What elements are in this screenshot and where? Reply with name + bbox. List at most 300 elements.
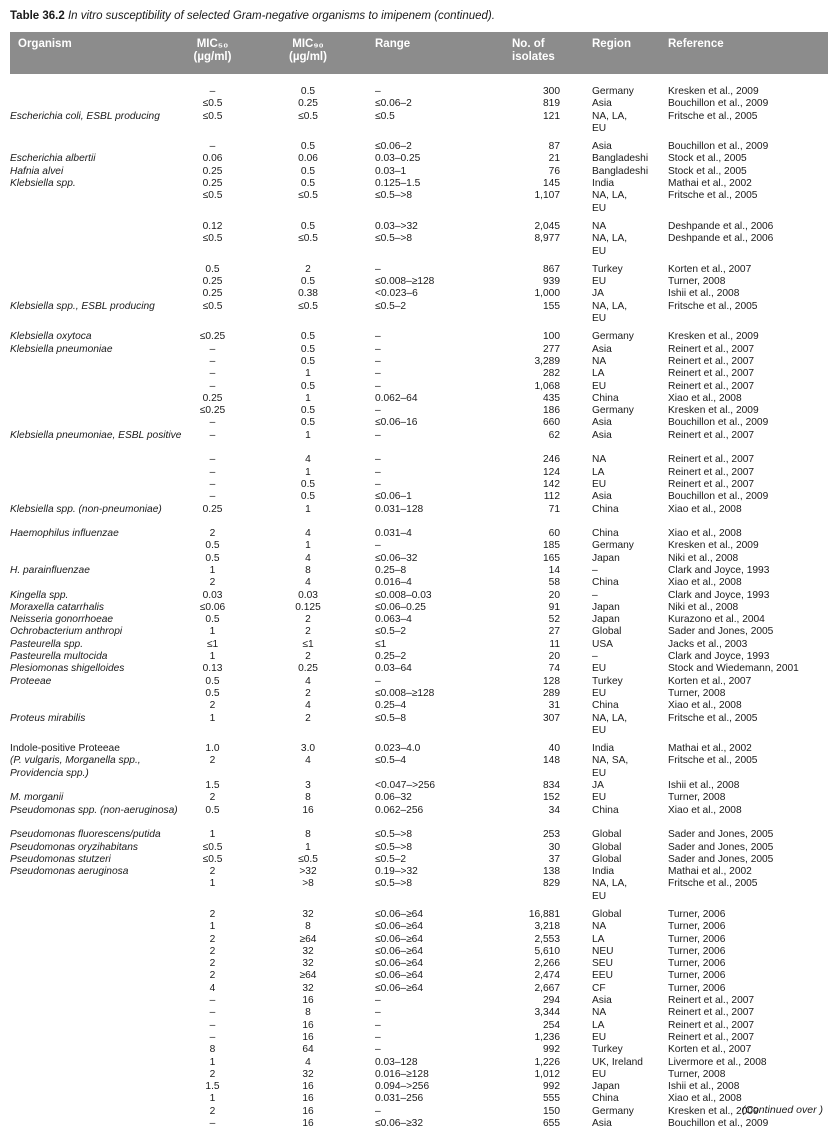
mic50-cell: ≤0.25 — [199, 405, 226, 417]
table-row — [10, 602, 828, 614]
mic90-cell: 2 — [305, 626, 311, 638]
region-cell: JA — [592, 780, 604, 792]
mic50-cell: 0.5 — [205, 614, 220, 626]
isolates-cell: 294 — [543, 995, 560, 1007]
table-row — [10, 970, 828, 982]
mic90-cell: 16 — [302, 1081, 314, 1093]
region-cell: NA, LA, EU — [592, 110, 628, 134]
range-cell: ≤0.5–2 — [375, 626, 407, 638]
reference-cell: Turner, 2008 — [668, 276, 726, 288]
isolates-cell: 992 — [543, 1044, 560, 1056]
col-isolates: No. of isolates — [512, 38, 555, 63]
mic50-cell: ≤0.5 — [202, 233, 223, 245]
range-cell: ≤0.5–>8 — [375, 190, 413, 202]
isolates-cell: 2,045 — [534, 220, 560, 232]
reference-cell: Korten et al., 2007 — [668, 263, 752, 275]
table-row — [10, 1106, 828, 1118]
table-row — [10, 805, 828, 830]
mic50-cell: ≤0.5 — [202, 841, 223, 853]
range-cell: 0.031–128 — [375, 503, 424, 515]
mic50-cell: ≤1 — [206, 638, 219, 650]
mic90-cell: 4 — [305, 1056, 311, 1068]
reference-cell: Bouchillon et al., 2009 — [668, 141, 769, 153]
range-cell: – — [375, 1031, 381, 1043]
range-cell: ≤1 — [375, 638, 387, 650]
range-cell: ≤0.5–>8 — [375, 829, 413, 841]
mic90-cell: 0.5 — [300, 405, 316, 417]
table-row — [10, 368, 828, 380]
mic50-cell: 0.25 — [202, 165, 223, 177]
table-row — [10, 98, 828, 110]
reference-cell: Korten et al., 2007 — [668, 675, 752, 687]
mic90-cell: 1 — [305, 841, 311, 853]
table-row — [10, 1093, 828, 1105]
organism-cell: Pasteurella multocida — [10, 651, 108, 663]
region-cell: Germany — [592, 405, 634, 417]
organism-cell: Pseudomonas oryzihabitans — [10, 841, 138, 853]
region-cell: Germany — [592, 86, 634, 97]
isolates-cell: 5,610 — [534, 945, 560, 957]
mic50-cell: – — [209, 454, 216, 466]
isolates-cell: 37 — [548, 853, 560, 865]
region-cell: Germany — [592, 1105, 634, 1117]
mic90-cell: 0.5 — [300, 141, 316, 153]
mic90-cell: 32 — [302, 1068, 314, 1080]
mic90-cell: 3 — [305, 780, 311, 792]
range-cell: 0.03–0.25 — [375, 153, 421, 165]
mic50-cell: 0.25 — [202, 392, 223, 404]
isolates-cell: 27 — [548, 626, 560, 638]
range-cell: 0.06–32 — [375, 792, 412, 804]
table-row — [10, 86, 828, 98]
isolates-cell: 21 — [548, 153, 560, 165]
table-header — [10, 32, 828, 74]
range-cell: – — [375, 331, 381, 343]
region-cell: Germany — [592, 331, 634, 343]
table-row — [10, 221, 828, 233]
table-body — [10, 86, 828, 1130]
reference-cell: Fritsche et al., 2005 — [668, 878, 758, 890]
range-cell: 0.062–64 — [375, 392, 418, 404]
reference-cell: Kurazono et al., 2004 — [668, 614, 765, 626]
reference-cell: Reinert et al., 2007 — [668, 478, 755, 490]
reference-cell: Korten et al., 2007 — [668, 1044, 752, 1056]
reference-cell: Kresken et al., 2009 — [668, 540, 759, 552]
region-cell: Asia — [592, 417, 612, 429]
mic90-cell: 1 — [305, 392, 311, 404]
mic50-cell: – — [209, 141, 216, 153]
range-cell: ≤0.06–32 — [375, 552, 418, 564]
mic90-cell: 4 — [305, 577, 311, 589]
range-cell: <0.047–>256 — [375, 780, 436, 792]
range-cell: 0.25–8 — [375, 564, 407, 576]
region-cell: NEU — [592, 945, 614, 957]
mic90-cell: ≤0.5 — [298, 110, 318, 122]
region-cell: Japan — [592, 614, 620, 626]
mic90-cell: ≤0.5 — [298, 300, 318, 312]
table-row — [10, 344, 828, 356]
mic90-cell: 1 — [305, 368, 311, 380]
range-cell: – — [375, 380, 381, 392]
col-region: Region — [592, 38, 631, 50]
isolates-cell: 2,474 — [534, 970, 560, 982]
mic50-cell: 2 — [209, 792, 216, 804]
organism-cell: Klebsiella spp. — [10, 178, 76, 190]
mic90-cell: >8 — [302, 878, 314, 890]
isolates-cell: 1,000 — [534, 288, 560, 300]
table-row — [10, 577, 828, 589]
table-row — [10, 614, 828, 626]
reference-cell: Fritsche et al., 2005 — [668, 300, 758, 312]
reference-cell: Turner, 2008 — [668, 687, 726, 699]
region-cell: – — [592, 564, 598, 576]
reference-cell: Reinert et al., 2007 — [668, 466, 755, 478]
table-row — [10, 405, 828, 417]
isolates-cell: 992 — [543, 1081, 560, 1093]
organism-cell: Klebsiella spp. (non-pneumoniae) — [10, 503, 162, 515]
table-row — [10, 854, 828, 866]
mic50-cell: – — [209, 995, 216, 1007]
mic50-cell: ≤0.25 — [199, 331, 226, 343]
region-cell: Asia — [592, 429, 612, 441]
range-cell: – — [375, 1007, 381, 1019]
mic90-cell: 0.125 — [295, 601, 321, 613]
range-cell: 0.125–1.5 — [375, 178, 421, 190]
isolates-cell: 87 — [548, 141, 560, 153]
isolates-cell: 939 — [543, 276, 560, 288]
mic50-cell: 8 — [209, 1044, 216, 1056]
mic90-cell: 0.5 — [300, 355, 316, 367]
organism-cell: Plesiomonas shigelloides — [10, 663, 125, 675]
reference-cell: Kresken et al., 2009 — [668, 1105, 759, 1117]
table-row — [10, 540, 828, 552]
range-cell: ≤0.06–≥64 — [375, 909, 424, 920]
reference-cell: Deshpande et al., 2006 — [668, 233, 774, 245]
organism-cell: Pseudomonas fluorescens/putida — [10, 829, 161, 841]
isolates-cell: 2,553 — [534, 933, 560, 945]
mic50-cell: 0.25 — [202, 503, 223, 515]
region-cell: China — [592, 392, 619, 404]
region-cell: LA — [592, 933, 605, 945]
isolates-cell: 100 — [543, 331, 560, 343]
mic90-cell: 8 — [305, 829, 311, 841]
reference-cell: Bouchillon et al., 2009 — [668, 417, 769, 429]
mic50-cell: – — [209, 1118, 216, 1130]
table-row — [10, 946, 828, 958]
mic50-cell: 1 — [209, 712, 216, 724]
col-organism: Organism — [18, 38, 72, 50]
isolates-cell: 155 — [543, 300, 560, 312]
table-row — [10, 878, 828, 903]
isolates-cell: 829 — [543, 878, 560, 890]
table-row — [10, 995, 828, 1007]
region-cell: NA, SA, EU — [592, 755, 629, 779]
mic50-cell: – — [209, 355, 216, 367]
isolates-cell: 74 — [548, 663, 560, 675]
mic90-cell: 0.5 — [300, 178, 316, 190]
table-row — [10, 467, 828, 479]
reference-cell: Turner, 2006 — [668, 958, 726, 970]
mic90-cell: 1 — [305, 503, 311, 515]
range-cell: – — [375, 405, 381, 417]
region-cell: Global — [592, 841, 622, 853]
range-cell: ≤0.5–4 — [375, 755, 407, 767]
organism-cell: Pseudomonas aeruginosa — [10, 866, 129, 878]
region-cell: India — [592, 743, 615, 755]
organism-cell: Klebsiella pneumoniae — [10, 343, 113, 355]
mic50-cell: 2 — [209, 958, 216, 970]
reference-cell: Stock et al., 2005 — [668, 153, 747, 165]
mic50-cell: 0.5 — [205, 552, 220, 564]
region-cell: UK, Ireland — [592, 1056, 643, 1068]
isolates-cell: 91 — [548, 601, 560, 613]
range-cell: ≤0.008–≥128 — [375, 687, 435, 699]
table-row — [10, 639, 828, 651]
table-row — [10, 528, 828, 540]
mic50-cell: – — [209, 466, 216, 478]
mic50-cell: ≤0.5 — [202, 300, 223, 312]
mic50-cell: – — [209, 380, 216, 392]
mic50-cell: 2 — [209, 1068, 216, 1080]
mic90-cell: 2 — [305, 687, 311, 699]
table-row — [10, 1118, 828, 1130]
mic90-cell: 1 — [305, 466, 311, 478]
range-cell: 0.03–128 — [375, 1056, 418, 1068]
reference-cell: Bouchillon et al., 2009 — [668, 98, 769, 110]
mic50-cell: 4 — [209, 982, 216, 994]
mic50-cell: 0.06 — [202, 153, 223, 165]
mic50-cell: ≤0.5 — [202, 98, 223, 110]
mic90-cell: 3.0 — [300, 743, 316, 755]
region-cell: EU — [592, 663, 607, 675]
isolates-cell: 138 — [543, 866, 560, 878]
reference-cell: Sader and Jones, 2005 — [668, 829, 774, 841]
table-row — [10, 430, 828, 455]
mic90-cell: 16 — [302, 1031, 314, 1043]
table-row — [10, 792, 828, 804]
isolates-cell: 40 — [548, 743, 560, 755]
mic50-cell: ≤0.5 — [202, 190, 223, 202]
table-row — [10, 417, 828, 429]
mic50-cell: – — [209, 417, 216, 429]
reference-cell: Sader and Jones, 2005 — [668, 841, 774, 853]
range-cell: – — [375, 454, 381, 466]
table-row — [10, 755, 828, 780]
mic50-cell: – — [209, 86, 216, 97]
region-cell: NA — [592, 220, 607, 232]
mic90-cell: ≥64 — [299, 933, 317, 945]
range-cell: ≤0.06–≥64 — [375, 945, 424, 957]
reference-cell: Turner, 2006 — [668, 909, 726, 920]
mic50-cell: 1 — [209, 1056, 216, 1068]
range-cell: 0.25–2 — [375, 651, 407, 663]
mic90-cell: 4 — [305, 552, 311, 564]
mic90-cell: 32 — [302, 945, 314, 957]
reference-cell: Clark and Joyce, 1993 — [668, 564, 770, 576]
mic90-cell: 0.38 — [298, 288, 318, 300]
reference-cell: Kresken et al., 2009 — [668, 86, 759, 97]
isolates-cell: 254 — [543, 1019, 560, 1031]
isolates-cell: 128 — [543, 675, 560, 687]
range-cell: 0.016–4 — [375, 577, 412, 589]
mic90-cell: 0.25 — [298, 663, 318, 675]
isolates-cell: 660 — [543, 417, 560, 429]
mic50-cell: 0.03 — [202, 589, 223, 601]
reference-cell: Reinert et al., 2007 — [668, 380, 755, 392]
reference-cell: Reinert et al., 2007 — [668, 368, 755, 380]
mic50-cell: – — [209, 491, 216, 503]
isolates-cell: 289 — [543, 687, 560, 699]
region-cell: China — [592, 804, 619, 816]
table-row — [10, 111, 828, 136]
mic50-cell: – — [209, 1031, 216, 1043]
mic90-cell: 0.25 — [298, 98, 318, 110]
isolates-cell: 819 — [543, 98, 560, 110]
range-cell: ≤0.06–≥64 — [375, 982, 424, 994]
region-cell: Asia — [592, 995, 612, 1007]
region-cell: EU — [592, 478, 607, 490]
range-cell: 0.031–4 — [375, 528, 412, 540]
table-row — [10, 393, 828, 405]
reference-cell: Fritsche et al., 2005 — [668, 755, 758, 767]
isolates-cell: 14 — [548, 564, 560, 576]
reference-cell: Turner, 2006 — [668, 921, 726, 933]
mic50-cell: – — [209, 1007, 216, 1019]
range-cell: 0.094–>256 — [375, 1081, 430, 1093]
range-cell: ≤0.06–16 — [375, 417, 418, 429]
mic90-cell: 32 — [302, 982, 314, 994]
range-cell: ≤0.06–≥64 — [375, 958, 424, 970]
reference-cell: Reinert et al., 2007 — [668, 995, 755, 1007]
reference-cell: Kresken et al., 2009 — [668, 331, 759, 343]
table-row — [10, 288, 828, 300]
isolates-cell: 253 — [543, 829, 560, 841]
range-cell: ≤0.06–2 — [375, 98, 412, 110]
mic90-cell: 2 — [305, 712, 311, 724]
table-caption — [10, 10, 495, 22]
isolates-cell: 31 — [548, 700, 560, 712]
organism-cell: Hafnia alvei — [10, 165, 64, 177]
range-cell: ≤0.06–1 — [375, 491, 412, 503]
range-cell: – — [375, 540, 381, 552]
region-cell: Turkey — [592, 1044, 623, 1056]
isolates-cell: 307 — [543, 712, 560, 724]
reference-cell: Bouchillon et al., 2009 — [668, 491, 769, 503]
mic90-cell: 0.5 — [300, 343, 316, 355]
range-cell: ≤0.06–≥32 — [375, 1118, 424, 1130]
mic90-cell: 0.5 — [300, 478, 316, 490]
mic50-cell: 1 — [209, 1093, 216, 1105]
reference-cell: Reinert et al., 2007 — [668, 1019, 755, 1031]
region-cell: – — [592, 651, 598, 663]
region-cell: Global — [592, 829, 622, 841]
organism-cell: Klebsiella oxytoca — [10, 331, 92, 343]
mic90-cell: 0.06 — [298, 153, 318, 165]
mic50-cell: 1 — [209, 921, 216, 933]
table-row — [10, 479, 828, 491]
range-cell: 0.03–1 — [375, 165, 407, 177]
reference-cell: Stock and Wiedemann, 2001 — [668, 663, 799, 675]
organism-cell: Moraxella catarrhalis — [10, 601, 104, 613]
reference-cell: Kresken et al., 2009 — [668, 405, 759, 417]
mic90-cell: 0.5 — [300, 491, 316, 503]
isolates-cell: 282 — [543, 368, 560, 380]
table-row — [10, 1081, 828, 1093]
table-row — [10, 1044, 828, 1056]
table-row — [10, 491, 828, 503]
table-row — [10, 301, 828, 326]
table-row — [10, 454, 828, 466]
mic50-cell: 1 — [209, 564, 216, 576]
mic50-cell: 2 — [209, 945, 216, 957]
isolates-cell: 3,289 — [534, 355, 560, 367]
reference-cell: Clark and Joyce, 1993 — [668, 651, 770, 663]
isolates-cell: 11 — [549, 638, 560, 650]
mic90-cell: ≤0.5 — [298, 233, 318, 245]
range-cell: 0.016–≥128 — [375, 1068, 429, 1080]
range-cell: ≤0.008–0.03 — [375, 589, 432, 601]
region-cell: NA — [592, 454, 607, 466]
mic90-cell: 8 — [305, 921, 311, 933]
mic50-cell: 2 — [209, 528, 216, 540]
reference-cell: Turner, 2008 — [668, 1068, 726, 1080]
isolates-cell: 150 — [543, 1105, 560, 1117]
range-cell: – — [375, 1105, 381, 1117]
mic90-cell: ≤0.5 — [298, 190, 318, 202]
mic90-cell: 2 — [305, 263, 311, 275]
range-cell: 0.25–4 — [375, 700, 407, 712]
mic90-cell: 8 — [305, 792, 311, 804]
isolates-cell: 1,236 — [534, 1031, 560, 1043]
region-cell: NA — [592, 355, 607, 367]
mic90-cell: 8 — [305, 564, 311, 576]
isolates-cell: 121 — [543, 110, 560, 122]
mic50-cell: 1 — [209, 878, 216, 890]
reference-cell: Turner, 2006 — [668, 970, 726, 982]
mic90-cell: 0.5 — [300, 220, 316, 232]
isolates-cell: 16,881 — [528, 909, 560, 920]
range-cell: ≤0.5–>8 — [375, 233, 413, 245]
table-row — [10, 909, 828, 921]
range-cell: 0.062–256 — [375, 804, 424, 816]
mic50-cell: 2 — [209, 700, 216, 712]
reference-cell: Xiao et al., 2008 — [668, 528, 742, 540]
table-label: Table 36.2 — [10, 10, 65, 22]
table-row — [10, 356, 828, 368]
mic50-cell: 2 — [209, 1105, 216, 1117]
mic90-cell: 16 — [302, 804, 314, 816]
region-cell: JA — [592, 288, 604, 300]
reference-cell: Turner, 2008 — [668, 792, 726, 804]
isolates-cell: 834 — [543, 780, 560, 792]
table-row — [10, 178, 828, 190]
region-cell: NA — [592, 1007, 607, 1019]
mic90-cell: 16 — [302, 1118, 314, 1130]
isolates-cell: 62 — [548, 429, 560, 441]
isolates-cell: 867 — [543, 263, 560, 275]
mic90-cell: ≤1 — [302, 638, 314, 650]
table-row — [10, 166, 828, 178]
range-cell: 0.063–4 — [375, 614, 412, 626]
range-cell: ≤0.5–>8 — [375, 841, 413, 853]
reference-cell: Reinert et al., 2007 — [668, 355, 755, 367]
range-cell: – — [375, 263, 381, 275]
organism-cell: Pseudomonas spp. (non-aeruginosa) — [10, 804, 178, 816]
region-cell: Turkey — [592, 263, 623, 275]
mic50-cell: – — [209, 478, 216, 490]
region-cell: EU — [592, 687, 607, 699]
mic50-cell: 0.5 — [205, 540, 220, 552]
